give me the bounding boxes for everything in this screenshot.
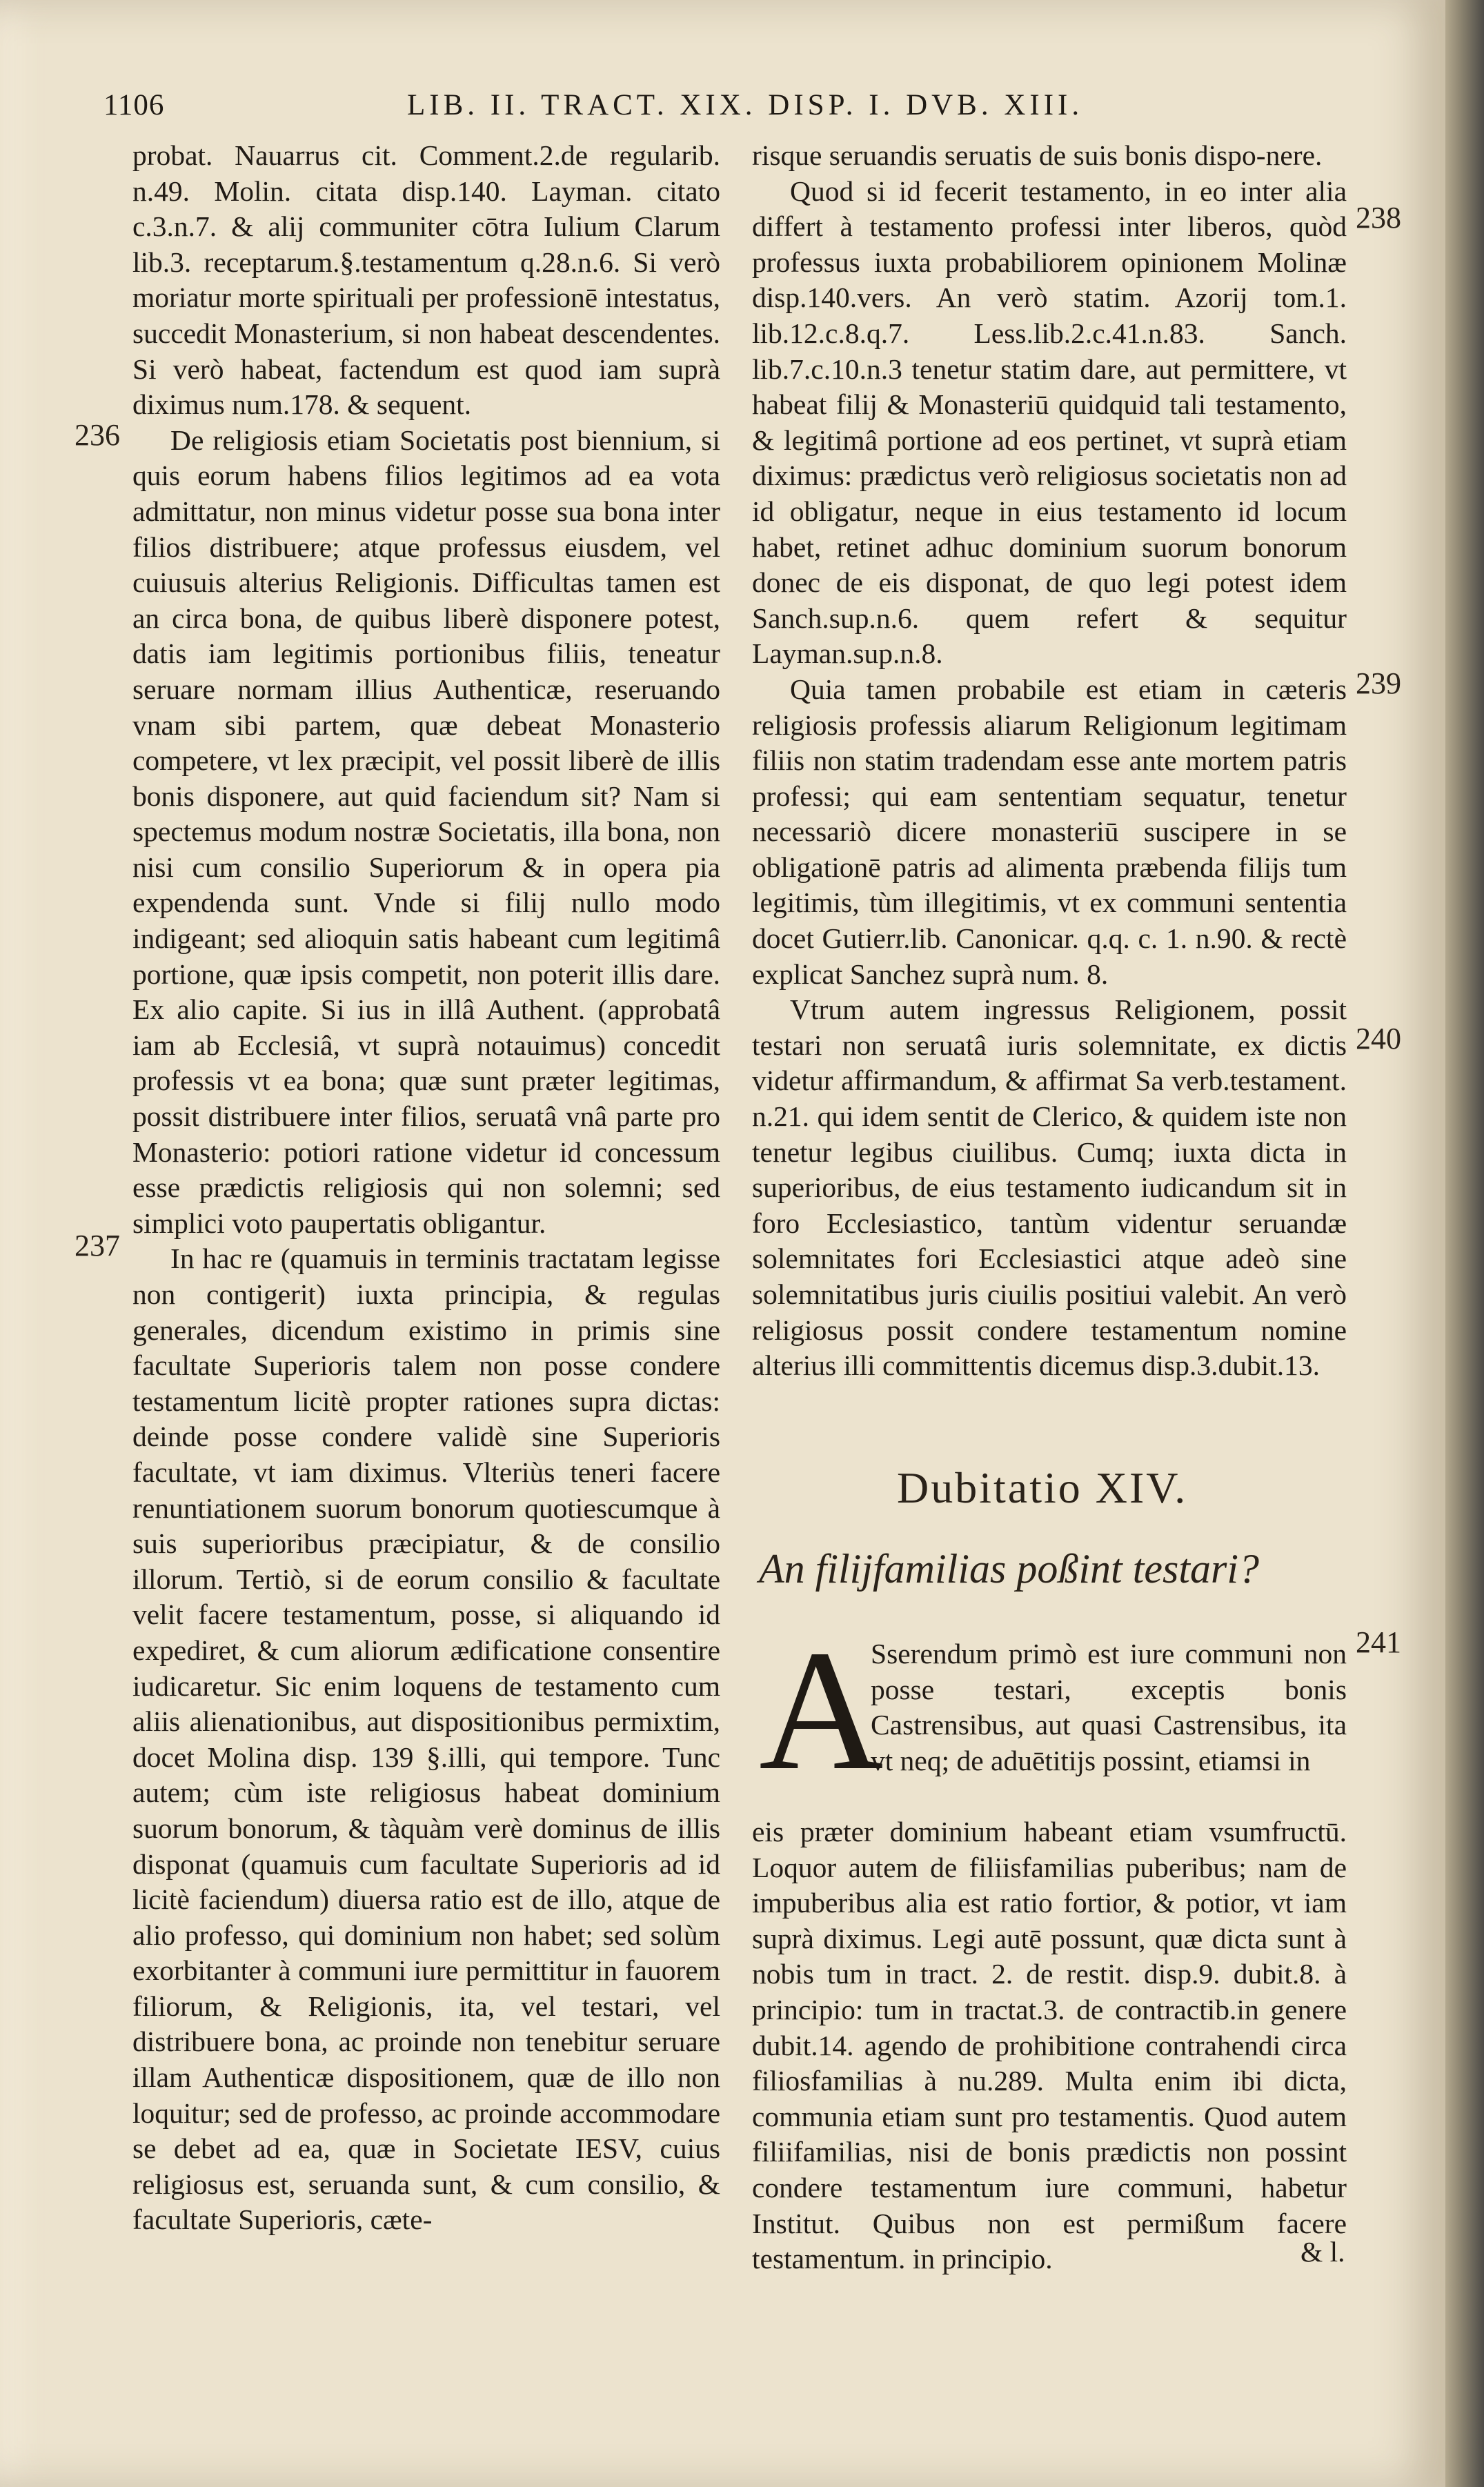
paragraph: In hac re (quamuis in terminis tractatam legisse non contigerit) iuxta principia, & regulas generales, dicendum existimo in primis sine facultate Superioris talem non posse condere testamentum licitè propter rationes supra dictas: deinde posse condere validè sine Superioris facultate, vt iam diximus. Vlteriùs teneri facere renuntiationem suorum bonorum quotiescumque à suis superioribus præcipiatur, & de consilio illorum. Tertiò, si de eorum consilio & facultate velit facere testamentum, posse, si aliquando id expediret, & cum aliorum ædificatione consentire iudicaretur. Sic enim loquens de testamento cum aliis alienationibus, aut dispositionibus permixtim, docet Molina disp. 139 §.illi, qui tempore. Tunc autem; cùm iste religiosus habeat dominium suorum bonorum, & tàquàm verè dominus de illis disponat (quamuis cum facultate Superioris ad id licitè faciendum) diuersa ratio est de illo, atque de alio professo, qui dominium non habet; sed solùm exorbitanter à communi iure permittitur in fauorem filiorum, & Religionis, ita, vel testari, vel distribuere bona, ac proinde non tenebitur seruare illam Authenticæ dispositionem, quæ de illo non loquitur; sed de professo, ac proinde accommodare se debet ad ea, quæ in Societate IESV, cuius religiosus est, seruanda sunt, & cum consilio, & facultate Superioris, cæte- (132, 1242, 720, 2236)
section-question: An filijfamilias poßint testari? (759, 1546, 1260, 1592)
paragraph: eis præter dominium habeant etiam vsumfructū. Loquor autem de filiisfamilias puberibus; nam de impuberibus alia est ratio fortior, & potior, vt iam suprà diximus. Legi autē possunt, quæ dicta sunt à nobis tum in tract. 2. de restit. disp.9. dubit.8. à principio: tum in tractat.3. de contractib.in genere dubit.14. agendo de prohibitione contrahendi circa filiosfamilias à nu.289. Multa enim ibi dicta, communia etiam sunt pro testamentis. Quod autem filiifamilias, nisi de bonis prædictis non possint condere testamentum iure communi, habetur Institut. Quibus non est permißum facere testamentum. in principio. (752, 1816, 1347, 2275)
paragraph: Vtrum autem ingressus Religionem, possit testari non seruatâ iuris solemnitate, ex dictis videtur affirmandum, & affirmat Sa verb.testament. n.21. qui idem sentit de Clerico, & quidem iste non tenetur legibus ciuilibus. Cumq; iuxta dicta in superioribus, de eius testamento iudicandum sit in foro Ecclesiastico, tantùm videntur seruandæ solemnitates fori Ecclesiastici atque adeò sine solemnitatibus juris ciuilis positiui valebit. An verò religiosus possit condere testamentum nomine alterius illi committentis dicemus disp.3.dubit.13. (752, 993, 1347, 1382)
page-header (103, 88, 1345, 137)
section-heading: Dubitatio XIV. (897, 1463, 1188, 1512)
paragraph: Quia tamen probabile est etiam in cæteris religiosis professis aliarum Religionum legitimam filiis non statim tradendam esse ante mortem patris professi; qui eam sententiam sequatur, tenetur necessariò dicere monasteriū suscipere in se obligationē patris ad alimenta præbenda filijs tum legitimis, tùm illegitimis, vt ex communi sententia docet Gutierr.lib. Canonicar. q.q. c. 1. n.90. & rectè explicat Sanchez suprà num. 8. (752, 673, 1347, 990)
running-head: LIB. II. TRACT. XIX. DISP. I. DVB. XIII. (407, 89, 1084, 121)
paragraph: Quod si id fecerit testamento, in eo inter alia differt à testamento professi inter liberos, quòd professus iuxta probabiliorem opinionem Molinæ disp.140.vers. An verò statim. Azorij tom.1. lib.12.c.8.q.7. Less.lib.2.c.41.n.83. Sanch. lib.7.c.10.n.3 tenetur statim dare, aut permittere, vt habeat filij & Monasteriū quidquid tali testamento, & legitimâ portione ad eos pertinet, vt suprà etiam diximus: prædictus verò religiosus societatis non ad id obligatur, neque in eius testamento id locum habet, retinet adhuc dominium suorum bonorum donec de eis disponat, de quo legi potest idem Sanch.sup.n.6. quem refert & sequitur Layman.sup.n.8. (752, 175, 1347, 670)
right-column (752, 138, 1347, 1384)
catchword: & l. (1300, 2236, 1345, 2268)
page-edge-shadow (1445, 0, 1484, 2487)
left-column (132, 138, 720, 2238)
paragraph: probat. Nauarrus cit. Comment.2.de regularib. n.49. Molin. citata disp.140. Layman. citato c.3.n.7. & alij communiter cōtra Iulium Clarum lib.3. receptarum.§.testamentum q.28.n.6. Si verò moriatur morte spirituali per professionē intestatus, succedit Monasterium, si non habeat descendentes. Si verò habeat, factendum est quod iam suprà diximus num.178. & sequent. (132, 139, 720, 421)
margin-number-237: 237 (75, 1229, 120, 1262)
paragraph: De religiosis etiam Societatis post biennium, si quis eorum habens filios legitimos ad ea vota admittatur, non minus videtur posse sua bona inter filios distribuere; atque professus eiusdem, vel cuiusuis alterius Religionis. Difficultas tamen est an circa bona, de quibus liberè disponere potest, datis iam legitimis portionibus filiis, teneatur seruare normam illius Authenticæ, reseruando vnam sibi partem, quæ debeat Monasterio competere, vt lex præcipit, vel possit liberè de illis bonis disponere, aut quid faciendum sit? Nam si spectemus modum nostræ Societatis, illa bona, non nisi cum consilio Superiorum & in opera pia expendenda sunt. Vnde si filij nullo modo indigeant; sed alioquin satis habeant cum legitimâ portione, quæ ipsis competit, non poterit illis dare. Ex alio capite. Si ius in illâ Authent. (approbatâ iam ab Ecclesiâ, vt suprà notauimus) concedit professis vt ea bona; quæ sunt præter legitimas, possit distribuere inter filios, seruatâ vnâ parte pro Monasterio: potiori ratione videtur id concessum esse prædictis religiosis qui non solemni; sed simplici voto paupertatis obligantur. (132, 424, 720, 1239)
margin-number-241: 241 (1356, 1625, 1401, 1659)
margin-number-240: 240 (1356, 1022, 1401, 1056)
margin-number-239: 239 (1356, 666, 1401, 700)
paragraph-opening: Sserendum primò est iure communi non posse testari, exceptis bonis Castrensibus, aut quasi Castrensibus, ita vt neq; de aduētitijs possint, etiamsi in (871, 1638, 1347, 1776)
paragraph: risque seruandis seruatis de suis bonis dispo-nere. (752, 139, 1323, 171)
drop-cap-initial: A (759, 1615, 884, 1806)
margin-number-238: 238 (1356, 201, 1401, 235)
page-number: 1106 (103, 89, 165, 121)
margin-number-236: 236 (75, 418, 120, 452)
